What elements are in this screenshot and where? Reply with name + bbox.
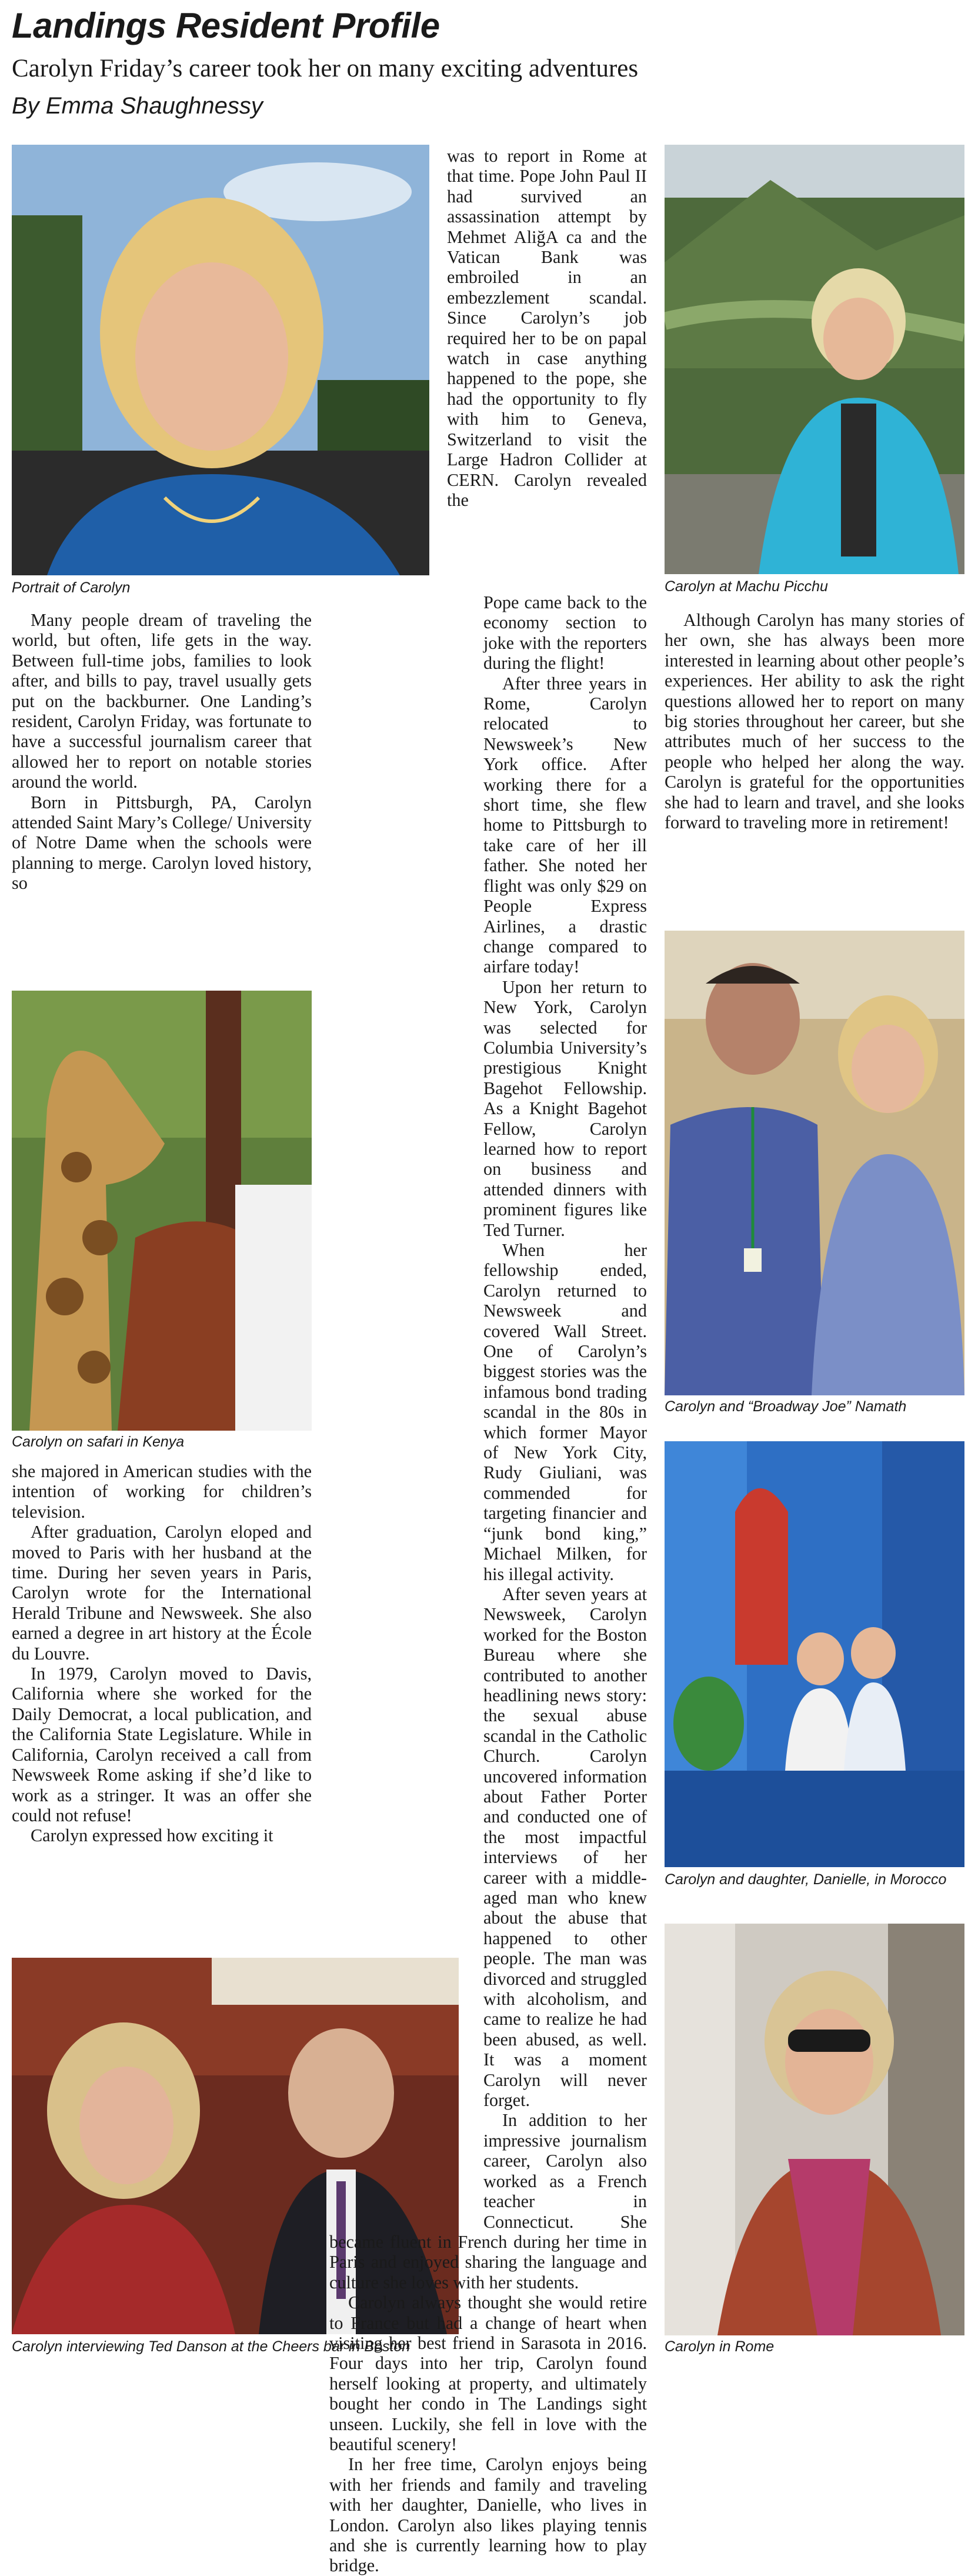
column-2-body: [329, 592, 647, 2576]
column-3-text: [665, 610, 964, 832]
paragraph: Pope came back to the economy section to joke with the reporters during the flight!: [483, 592, 647, 674]
photo-spacer: [329, 1941, 483, 2223]
paragraph: Upon her return to New York, Carolyn was selected for Columbia University’s prestigious Knight Bagehot Fellowship. As a Knight Bagehot Fellow, Carolyn learned how to report on business and attended dinners with prominent figures like Ted Turner.: [483, 977, 647, 1240]
paragraph: Carolyn expressed how exciting it: [31, 1825, 273, 1846]
paragraph: In her free time, Carolyn enjoys being with her friends and family and traveling with her daughter, Danielle, who lives in London. Carolyn also likes playing tennis and she is currently learning how to play bridge.: [329, 2454, 647, 2576]
couple-photo: [665, 931, 964, 1395]
paragraph: Born in Pittsburgh, PA, Carolyn attended Saint Mary’s College/ University of Notre Dame when the schools were planning to merge. Carolyn loved history, so: [12, 792, 312, 894]
rome-photo: [665, 1924, 964, 2335]
paragraph: Although Carolyn has many stories of her own, she has always been more interested in learning about other people’s experiences. Her ability to ask the right questions allowed her to report on many big stories throughout her career, but she attributes much of her success to the people who helped her along the way. Carolyn is grateful for the opportunities she had to learn and travel, and she looks forward to traveling more in retirement!: [665, 610, 964, 833]
column-2-top: [447, 146, 647, 510]
portrait-caption: Portrait of Carolyn: [12, 579, 131, 596]
paragraph: was to report in Rome at that time. Pope John Paul II had survived an assassination attempt by Mehmet AliğA ca and the Vatican Bank was embroiled in an embezzlement scandal. Since Carolyn’s job required her to be on papal watch in case anything happened to the pope, she had the opportunity to fly with him to Geneva, Switzerland to visit the Large Hadron Collider at CERN. Carolyn revealed the: [447, 146, 647, 510]
paragraph: After graduation, Carolyn eloped and moved to Paris with her husband at the time. During her seven years in Paris, Carolyn wrote for the International Herald Tribune and Newsweek. She also earned a degree in art history at the École du Louvre.: [12, 1522, 312, 1664]
column-1-top: [12, 610, 312, 894]
machu-caption: Carolyn at Machu Picchu: [665, 578, 828, 595]
column-1-bottom: [12, 1461, 312, 1846]
paragraph: Carolyn always thought she would retire to France but had a change of heart when visiting her best friend in Sarasota in 2016. Four days into her trip, Carolyn found herself looking at property, and ultimately bought her condo in The Landings sight unseen. Luckily, she fell in love with the beautiful scenery!: [329, 2292, 647, 2454]
paragraph: In 1979, Carolyn moved to Davis, California where she worked for the Daily Democrat, a local publication, and the California State Legislature. While in California, Carolyn received a call from Newsweek Rome asking if she’d like to work as a stringer. It was an offer she could not refuse!: [12, 1664, 312, 1825]
subtitle: Carolyn Friday’s career took her on many exciting adventures: [12, 55, 639, 82]
paragraph: Many people dream of traveling the world, but often, life gets in the way. Between full-time jobs, families to look after, and bills to pay, travel usually gets put on the backburner. One Landing’s resident, Carolyn Friday, was fortunate to have a successful journalism career that allowed her to report on notable stories around the world.: [12, 610, 312, 792]
paragraph: After three years in Rome, Carolyn relocated to Newsweek’s New York office. After working there for a short time, she flew home to Pittsburgh to take care of her ill father. She noted her flight was only $29 on People Express Airlines, a drastic change compared to airfare today!: [483, 673, 647, 977]
cheers-caption: Carolyn interviewing Ted Danson at the Cheers bar in Boston: [12, 2338, 410, 2355]
byline: By Emma Shaughnessy: [12, 93, 263, 119]
namath-caption: Carolyn and “Broadway Joe” Namath: [665, 1398, 907, 1415]
safari-caption: Carolyn on safari in Kenya: [12, 1434, 185, 1450]
paragraph: When her fellowship ended, Carolyn returned to Newsweek and covered Wall Street. One of Carolyn’s biggest stories was the infamous bond trading scandal in the 80s in which former Mayor of New York City, Rudy Giuliani, was commended for targeting financier and “junk bond king,” Michael Milken, for his illegal activity.: [483, 1240, 647, 1584]
morocco-caption: Carolyn and daughter, Danielle, in Morocco: [665, 1871, 947, 1888]
paragraph: In addition to her impressive journalism career, Carolyn also worked as a French teacher in Connecticut. She became fluent in French during her time in Paris and enjoyed sharing the language and culture she loves with her students.: [329, 2110, 647, 2292]
giraffe-photo: [12, 991, 312, 1431]
paragraph: After seven years at Newsweek, Carolyn worked for the Boston Bureau where she contributed to another headlining news story: the sexual abuse scandal in the Catholic Church. Carolyn uncovered information about Father Porter and conducted one of the most impactful interviews of her career with a middle-aged man who knew about the abuse that happened to other people. The man was divorced and struggled with alcoholism, and came to realize he had been abused, as well. It was a moment Carolyn will never forget.: [483, 1584, 647, 2111]
mountain-photo: [665, 145, 964, 574]
rome-caption: Carolyn in Rome: [665, 2338, 775, 2355]
paragraph: she majored in American studies with the intention of working for children’s television.: [12, 1461, 312, 1522]
headline: Landings Resident Profile: [12, 6, 440, 45]
portrait-photo: [12, 145, 429, 575]
blue-city-photo: [665, 1441, 964, 1867]
